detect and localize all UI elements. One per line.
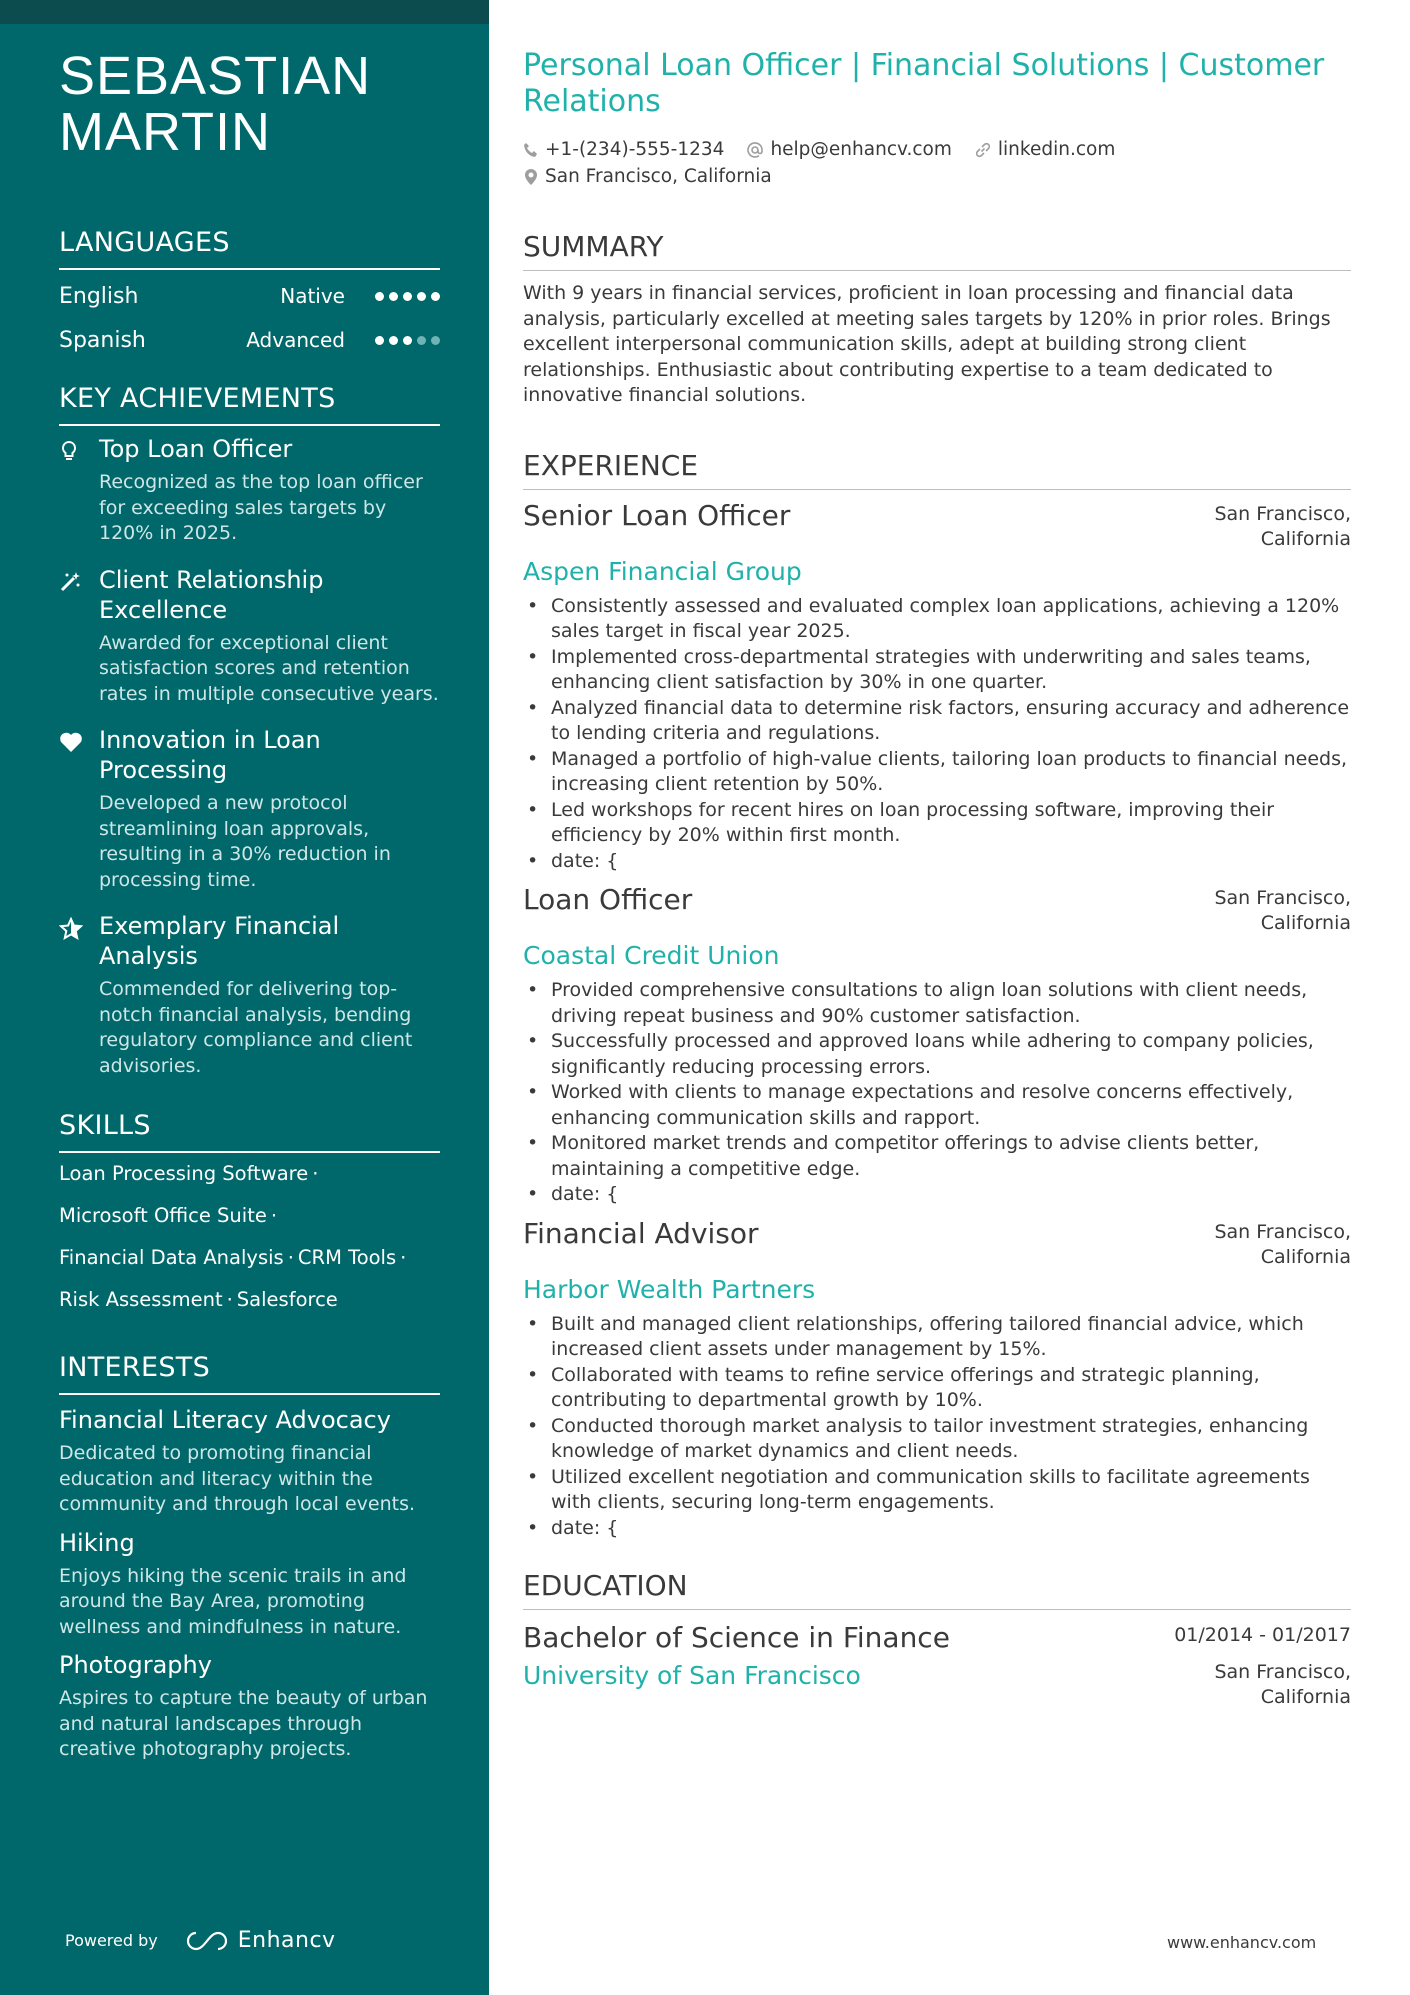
education-title: EDUCATION bbox=[523, 1569, 1351, 1610]
language-level: Native bbox=[280, 284, 345, 308]
job-bullet: • Worked with clients to manage expectations and resolve concerns effectively, enhancing communication skills and rapport. bbox=[523, 1080, 1351, 1131]
skill-item: CRM Tools bbox=[297, 1246, 397, 1269]
link-icon bbox=[974, 141, 992, 159]
enhancv-logo-icon bbox=[184, 1929, 230, 1953]
rating-dot bbox=[431, 336, 440, 345]
achievement-title: Top Loan Officer bbox=[99, 435, 293, 463]
email-contact[interactable] bbox=[746, 139, 951, 160]
job-bullet: • Built and managed client relationships, offering tailored financial advice, which increased client assets under management by 15%. bbox=[523, 1312, 1351, 1363]
skill-item: Loan Processing Software bbox=[59, 1162, 309, 1185]
interest-description: Aspires to capture the beauty of urban and natural landscapes through creative photography projects. bbox=[59, 1687, 428, 1760]
achievement-title: Client Relationship Excellence bbox=[99, 565, 324, 624]
location-pin-icon bbox=[523, 168, 539, 186]
achievements-title: KEY ACHIEVEMENTS bbox=[59, 382, 440, 426]
powered-by-label: Powered by bbox=[65, 1931, 158, 1950]
language-rating bbox=[375, 336, 440, 345]
interests-section bbox=[59, 1351, 440, 1763]
education-school: University of San Francisco bbox=[523, 1661, 861, 1690]
interest-title: Financial Literacy Advocacy bbox=[59, 1406, 391, 1434]
rating-dot bbox=[403, 336, 412, 345]
achievement-item bbox=[59, 725, 440, 901]
language-rating bbox=[375, 292, 440, 301]
job-entry bbox=[523, 498, 1351, 875]
interests-title: INTERESTS bbox=[59, 1351, 440, 1395]
rating-dot bbox=[389, 292, 398, 301]
magic-wand-icon bbox=[59, 565, 99, 716]
name-line-first: SEBASTIAN bbox=[59, 46, 372, 106]
job-location-city: San Francisco, bbox=[1214, 502, 1351, 525]
powered-by bbox=[65, 1928, 336, 1953]
languages-title: LANGUAGES bbox=[59, 226, 440, 270]
interest-item bbox=[59, 1650, 440, 1763]
skills-line: Loan Processing Software · bbox=[59, 1162, 319, 1185]
skill-item: Risk Assessment bbox=[59, 1288, 223, 1311]
phone-contact[interactable] bbox=[523, 139, 724, 160]
skill-item: Salesforce bbox=[236, 1288, 338, 1311]
language-row bbox=[59, 274, 440, 318]
job-bullet: • Successfully processed and approved loans while adhering to company policies, significantly reducing processing errors. bbox=[523, 1029, 1351, 1080]
main-content bbox=[523, 48, 1351, 1710]
achievement-title: Innovation in Loan Processing bbox=[99, 726, 321, 784]
rating-dot bbox=[403, 292, 412, 301]
education-location-state: California bbox=[1260, 1686, 1351, 1708]
language-level: Advanced bbox=[246, 328, 345, 352]
sidebar-content bbox=[59, 48, 440, 1763]
skills-section bbox=[59, 1109, 440, 1321]
achievement-description: Commended for delivering top-notch financial analysis, bending regulatory compliance and client advisories. bbox=[99, 978, 413, 1077]
sidebar bbox=[0, 0, 489, 1995]
languages-section bbox=[59, 226, 440, 362]
job-bullet: • Monitored market trends and competitor offerings to advise clients better, maintaining a competitive edge. bbox=[523, 1131, 1351, 1182]
job-bullet: • Implemented cross-departmental strategies with underwriting and sales teams, enhancing client satisfaction by 30% in one quarter. bbox=[523, 645, 1351, 696]
job-bullet: • date: { bbox=[523, 1516, 1351, 1542]
interest-title: Hiking bbox=[59, 1528, 135, 1557]
rating-dot bbox=[431, 292, 440, 301]
job-location bbox=[1181, 1220, 1351, 1270]
job-entry bbox=[523, 882, 1351, 1208]
email-address: help@enhancv.com bbox=[770, 139, 952, 160]
summary-text: With 9 years in financial services, proficient in loan processing and financial data analysis, particularly excelled at meeting sales targets by 120% in prior roles. Brings excellent interpersonal communication skills, adept at building strong client relationships. Enthusiastic about contributing expertise to a team dedicated to innovative financial solutions. bbox=[523, 282, 1331, 406]
language-name: Spanish bbox=[59, 327, 146, 353]
rating-dot bbox=[417, 336, 426, 345]
skills-title: SKILLS bbox=[59, 1109, 440, 1153]
job-bullet: • Analyzed financial data to determine risk factors, ensuring accuracy and adherence to lending criteria and regulations. bbox=[523, 696, 1351, 747]
job-company: Harbor Wealth Partners bbox=[523, 1274, 816, 1304]
linkedin-url: linkedin.com bbox=[997, 139, 1116, 160]
job-location-state: California bbox=[1260, 1245, 1351, 1268]
job-bullets bbox=[523, 1312, 1351, 1542]
sidebar-top-band bbox=[0, 0, 489, 24]
language-row bbox=[59, 318, 440, 362]
achievement-description: Developed a new protocol streamlining loan approvals, resulting in a 30% reduction in processing time. bbox=[99, 792, 391, 891]
location-text: San Francisco, California bbox=[545, 166, 772, 187]
achievements-section bbox=[59, 382, 440, 1087]
skills-line: Financial Data Analysis · CRM Tools · bbox=[59, 1246, 407, 1269]
job-bullet: • Utilized excellent negotiation and communication skills to facilitate agreements with clients, securing long-term engagements. bbox=[523, 1465, 1351, 1516]
education-dates: 01/2014 - 01/2017 bbox=[1174, 1624, 1351, 1646]
job-bullets bbox=[523, 978, 1351, 1208]
lightbulb-icon bbox=[59, 434, 99, 555]
enhancv-brand: Enhancv bbox=[237, 1928, 336, 1953]
star-icon bbox=[59, 911, 99, 1087]
rating-dot bbox=[375, 336, 384, 345]
candidate-name bbox=[59, 48, 440, 160]
achievement-description: Awarded for exceptional client satisfaction scores and retention rates in multiple consecutive years. bbox=[99, 631, 439, 705]
skills-line: Microsoft Office Suite · bbox=[59, 1204, 278, 1227]
achievement-item bbox=[59, 565, 440, 716]
job-bullet: • date: { bbox=[523, 1182, 1351, 1208]
job-entry bbox=[523, 1216, 1351, 1542]
location-contact bbox=[523, 166, 772, 187]
rating-dot bbox=[375, 292, 384, 301]
job-bullets bbox=[523, 594, 1351, 875]
job-bullet: • Provided comprehensive consultations to align loan solutions with client needs, driving repeat business and 90% customer satisfaction. bbox=[523, 978, 1351, 1029]
phone-icon bbox=[523, 142, 539, 158]
heart-icon bbox=[59, 725, 99, 901]
interest-item bbox=[59, 1405, 440, 1518]
phone-number: +1-(234)-555-1234 bbox=[545, 139, 725, 160]
skills-line: Risk Assessment · Salesforce bbox=[59, 1288, 338, 1311]
job-location-city: San Francisco, bbox=[1214, 1220, 1351, 1243]
job-title: Financial Advisor bbox=[523, 1216, 759, 1250]
education-location bbox=[1181, 1660, 1351, 1710]
job-location bbox=[1181, 502, 1351, 552]
job-bullet: • Conducted thorough market analysis to tailor investment strategies, enhancing knowledge of market dynamics and client needs. bbox=[523, 1414, 1351, 1465]
interest-item bbox=[59, 1528, 440, 1641]
job-location-city: San Francisco, bbox=[1214, 887, 1351, 909]
job-bullet: • date: { bbox=[523, 849, 1351, 875]
experience-title: EXPERIENCE bbox=[523, 449, 1351, 490]
language-name: English bbox=[59, 283, 139, 309]
education-location-city: San Francisco, bbox=[1214, 1661, 1351, 1683]
summary-title: SUMMARY bbox=[523, 230, 1351, 271]
name-line-last: MARTIN bbox=[59, 102, 272, 162]
job-bullet: • Consistently assessed and evaluated complex loan applications, achieving a 120% sales target in fiscal year 2025. bbox=[523, 594, 1351, 645]
skill-item: Financial Data Analysis bbox=[59, 1246, 284, 1269]
job-title: Loan Officer bbox=[523, 883, 693, 916]
skill-item: Microsoft Office Suite bbox=[59, 1204, 267, 1227]
job-bullet: • Led workshops for recent hires on loan processing software, improving their efficiency by 20% within first month. bbox=[523, 798, 1351, 849]
rating-dot bbox=[417, 292, 426, 301]
summary-section bbox=[523, 230, 1351, 409]
job-title: Senior Loan Officer bbox=[523, 498, 791, 532]
achievement-item bbox=[59, 911, 440, 1087]
job-location-state: California bbox=[1260, 912, 1351, 934]
headline: Personal Loan Officer | Financial Solutions | Customer Relations bbox=[523, 48, 1325, 119]
interest-description: Enjoys hiking the scenic trails in and around the Bay Area, promoting wellness and mindfulness in nature. bbox=[59, 1564, 407, 1638]
job-bullet: • Collaborated with teams to refine service offerings and strategic planning, contributing to departmental growth by 10%. bbox=[523, 1363, 1351, 1414]
interest-description: Dedicated to promoting financial education and literacy within the community and through local events. bbox=[59, 1442, 416, 1515]
job-company: Aspen Financial Group bbox=[523, 556, 802, 586]
achievement-item bbox=[59, 434, 440, 555]
job-company: Coastal Credit Union bbox=[523, 941, 780, 970]
at-icon bbox=[746, 141, 764, 159]
achievement-description: Recognized as the top loan officer for exceeding sales targets by 120% in 2025. bbox=[99, 471, 423, 544]
footer-url[interactable]: www.enhancv.com bbox=[1167, 1933, 1317, 1952]
job-location bbox=[1181, 886, 1351, 936]
education-section bbox=[523, 1569, 1351, 1710]
interest-title: Photography bbox=[59, 1651, 212, 1679]
linkedin-contact[interactable] bbox=[974, 139, 1115, 160]
achievement-title: Exemplary Financial Analysis bbox=[99, 912, 340, 970]
contact-info bbox=[523, 136, 1351, 190]
experience-section bbox=[523, 449, 1351, 1542]
education-degree: Bachelor of Science in Finance bbox=[523, 1621, 950, 1654]
rating-dot bbox=[389, 336, 398, 345]
job-location-state: California bbox=[1260, 527, 1351, 550]
job-bullet: • Managed a portfolio of high-value clients, tailoring loan products to financial needs, increasing client retention by 50%. bbox=[523, 747, 1351, 798]
